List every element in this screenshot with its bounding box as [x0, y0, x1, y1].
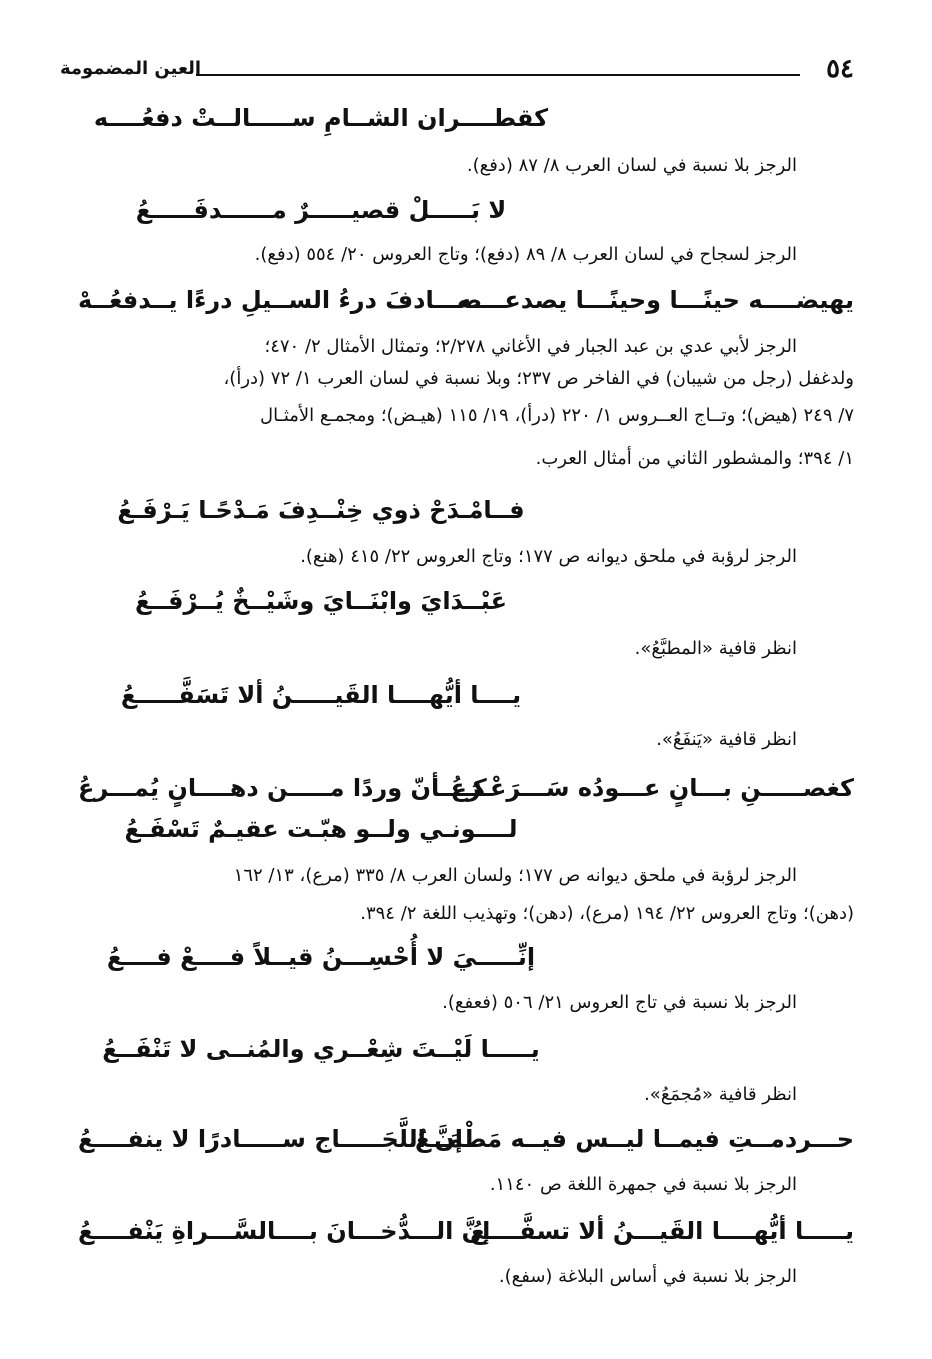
- citation-line: الرجز بلا نسبة في تاج العروس ٢١/ ٥٠٦ (فعفع).: [442, 992, 797, 1013]
- verse-hemistich-left: إنَّ الـــدُّخـــانَ بــــالسَّـــراةِ يَنْفــــعُ: [78, 1217, 491, 1245]
- citation-line: ١/ ٣٩٤؛ والمشطور الثاني من أمثال العرب.: [535, 448, 854, 469]
- citation-line: الرجز لسجاح في لسان العرب ٨/ ٨٩ (دفع)؛ وتاج العروس ٢٠/ ٥٥٤ (دفع).: [254, 244, 797, 265]
- citation-line: الرجز بلا نسبة في لسان العرب ٨/ ٨٧ (دفع).: [466, 155, 797, 176]
- verse-line: لا بَـــــلْ قصيـــــرٌ مــــــدفَـــــعُ: [135, 196, 507, 224]
- verse-hemistich-right: حـــردمــتِ فيمــا ليــس فيــه مَطْمَــعُ: [414, 1125, 854, 1153]
- citation-line: انظر قافية «يَنفَعُ».: [656, 729, 797, 750]
- verse-hemistich-right: يهيضــــه حينًـــا وحينًـــا يصدعــــه: [457, 286, 854, 314]
- verse-hemistich-left: إنَّ اللَّجَـــــاج ســـــادرًا لا ينفــــعُ: [78, 1125, 463, 1153]
- page-number: ٥٤: [826, 54, 854, 84]
- verse-line: فــامْـدَحْ ذوي خِنْــدِفَ مَـدْحًـا يَـرْفَـعُ: [117, 496, 525, 524]
- verse-line: كقطــــران الشــامِ ســـــالــتْ دفعُــــه: [93, 104, 549, 132]
- verse-line: يـــــا لَيْــتَ شِعْــري والمُنــى لا تَنْفَــعُ: [102, 1035, 540, 1063]
- verse-hemistich-left: صـــادفَ درءُ الســيلِ درءًا يــدفعُــهْ: [78, 286, 483, 314]
- page-header: [60, 54, 854, 90]
- verse-hemistich-left: كــــأنّ وردًا مـــــن دهــــانٍ يُمـــرعُ: [78, 774, 487, 802]
- verse-line: إنِّـــــيَ لا أُحْسِـــنُ قيــلاً فــــعْ فــــعُ: [106, 943, 536, 971]
- verse-hemistich-right: يـــــا أيُّهــــا القَيـــنُ ألا تسفَّــــعُ: [470, 1217, 854, 1245]
- section-title: العين المضمومة: [60, 58, 202, 79]
- citation-line: الرجز لرؤبة في ملحق ديوانه ص ١٧٧؛ ولسان العرب ٨/ ٣٣٥ (مرع)، ١٣/ ١٦٢: [233, 865, 797, 886]
- citation-line: الرجز بلا نسبة في أساس البلاغة (سفع).: [498, 1266, 797, 1287]
- verse-hemistich-right: كغصـــــنِ بـــانٍ عـــودُه سَـــرَعْـرَعُ: [450, 774, 854, 802]
- citation-line: انظر قافية «المطبَّعُ».: [634, 638, 797, 659]
- verse-line: يــــا أيُّهــــا القَيـــــنُ ألا تَسَفَّـــــعُ: [120, 681, 522, 709]
- citation-line: ولدغفل (رجل من شيبان) في الفاخر ص ٢٣٧؛ وبلا نسبة في لسان العرب ١/ ٧٢ (درأ)،: [223, 368, 854, 389]
- citation-line: الرجز لأبي عدي بن عبد الجبار في الأغاني ٢/٢٧٨؛ وتمثال الأمثال ٢/ ٤٧٠؛: [264, 336, 797, 357]
- header-rule: [196, 74, 800, 76]
- verse-line: عَبْــدَايَ وابْنَــايَ وشَيْــخٌ يُــرْفَــعُ: [135, 587, 507, 615]
- citation-line: الرجز بلا نسبة في جمهرة اللغة ص ١١٤٠.: [489, 1174, 797, 1195]
- citation-line: انظر قافية «مُجمَعُ».: [644, 1084, 797, 1105]
- citation-line: الرجز لرؤبة في ملحق ديوانه ص ١٧٧؛ وتاج العروس ٢٢/ ٤١٥ (هنع).: [300, 546, 797, 567]
- citation-line: ٧/ ٢٤٩ (هيض)؛ وتــاج العــروس ١/ ٢٢٠ (درأ)، ١٩/ ١١٥ (هيـض)؛ ومجمـع الأمثـال: [259, 405, 854, 426]
- citation-line: (دهن)؛ وتاج العروس ٢٢/ ١٩٤ (مرع)، (دهن)؛ وتهذيب اللغة ٢/ ٣٩٤.: [360, 903, 854, 924]
- verse-line: لــــونـي ولــو هبّـت عقيـمٌ تَسْفَـعُ: [124, 815, 518, 843]
